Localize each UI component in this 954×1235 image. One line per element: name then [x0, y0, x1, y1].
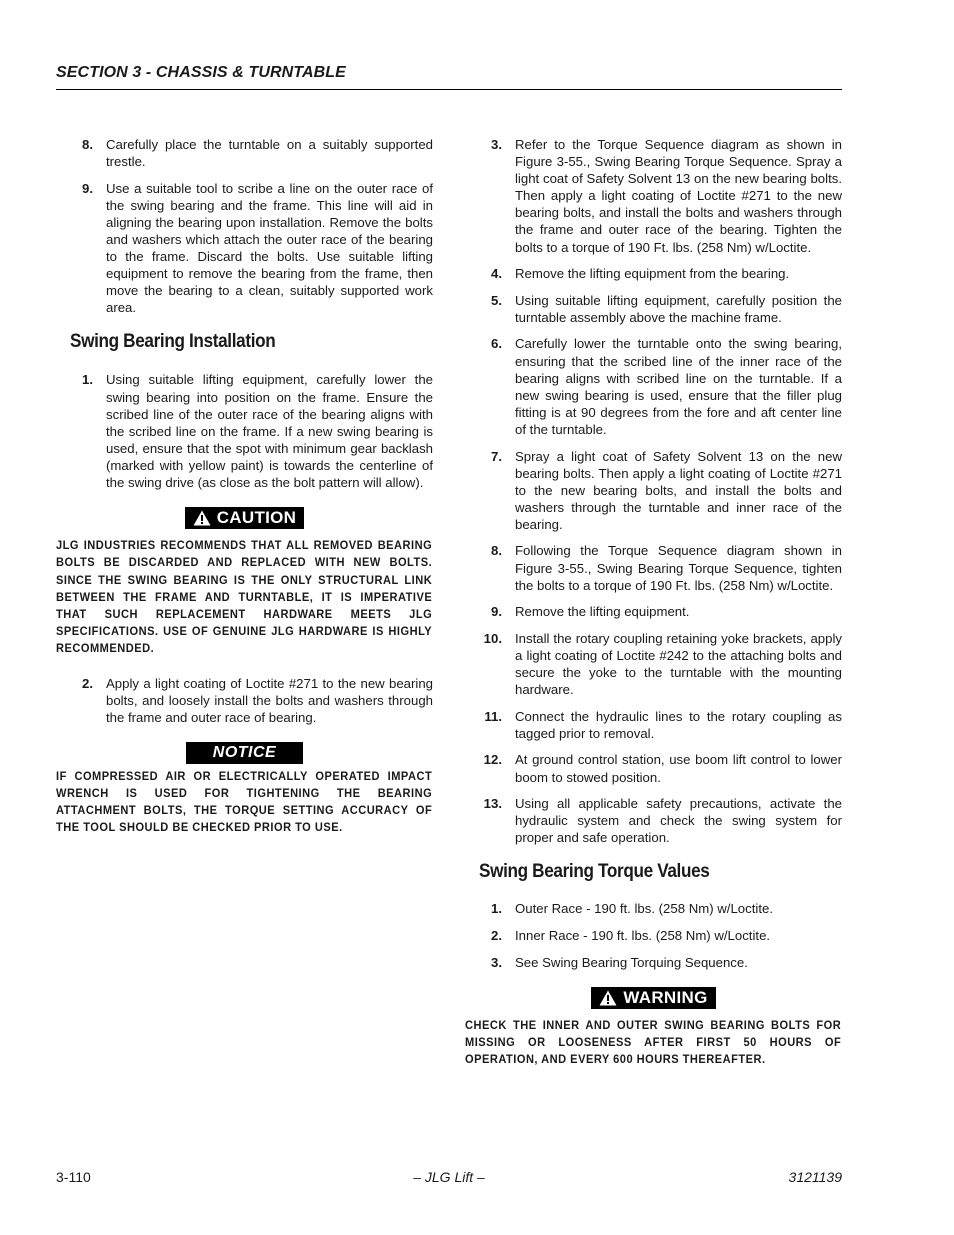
- warning-label: WARNING: [623, 987, 708, 1007]
- step-number: 2.: [491, 927, 502, 943]
- step-3: [465, 136, 842, 256]
- step-text: Spray a light coat of Safety Solvent 13 on the new bearing bolts. Then apply a light coating of Loctite #271 to the new bearing bolts, and install the bolts and washers through the turntable and inner race of the bearing.: [515, 448, 842, 532]
- step-text: At ground control station, use boom lift control to lower boom to stowed position.: [515, 752, 842, 785]
- step-text: Outer Race - 190 ft. lbs. (258 Nm) w/Loctite.: [515, 901, 773, 917]
- step-10: [465, 630, 842, 698]
- step-text: Using all applicable safety precautions, activate the hydraulic system and check the swing system for proper and safe operation.: [515, 796, 842, 846]
- step-number: 9.: [82, 180, 93, 196]
- step-11: [465, 708, 842, 742]
- notice-text: IF COMPRESSED AIR OR ELECTRICALLY OPERATED IMPACT WRENCH IS USED FOR TIGHTENING THE BEARING ATTACHMENT BOLTS, THE TORQUE SETTING ACCURACY OF THE TOOL SHOULD BE CHECKED PRIOR TO USE.: [56, 768, 433, 835]
- step-number: 6.: [491, 336, 502, 352]
- step-number: 4.: [491, 266, 502, 282]
- step-number: 8.: [491, 543, 502, 559]
- step-text: Refer to the Torque Sequence diagram as shown in Figure 3-55., Swing Bearing Torque Sequence. Spray a light coat of Safety Solvent 13 on the new bearing bolts. Then apply a light coating of Loctite #271 to the new bearing bolts, and install the bolts and washers through the frame and outer race of the bearing. Tighten the bolts to a torque of 190 Ft. lbs. (258 Nm) w/Loctite.: [515, 137, 842, 255]
- step-5: [465, 292, 842, 326]
- step-number: 3.: [491, 137, 502, 152]
- warning-triangle-icon: [599, 990, 617, 1006]
- step-text: Remove the lifting equipment from the bearing.: [515, 266, 790, 282]
- page-footer: [56, 1169, 842, 1189]
- step-7: [465, 448, 842, 533]
- step-text: Connect the hydraulic lines to the rotary coupling as tagged prior to removal.: [515, 708, 842, 741]
- step-text: Following the Torque Sequence diagram shown in Figure 3-55., Swing Bearing Torque Sequence, tighten the bolts to a torque of 190 Ft. lbs. (258 Nm) w/Loctite.: [515, 543, 842, 593]
- step-text: See Swing Bearing Torquing Sequence.: [515, 954, 748, 970]
- torque-step-3: [465, 954, 842, 971]
- step-13: [465, 795, 842, 846]
- step-number: 5.: [491, 292, 502, 308]
- step-number: 13.: [483, 796, 502, 812]
- left-column: [56, 136, 433, 837]
- step-9-left: [56, 180, 433, 317]
- step-9: [465, 603, 842, 620]
- section-header: [56, 64, 842, 90]
- step-text: Apply a light coating of Loctite #271 to the new bearing bolts, and loosely install the bolts and washers through the frame and outer race of bearing.: [106, 675, 433, 725]
- page-number: 3-110: [56, 1169, 91, 1185]
- step-text: Carefully lower the turntable onto the swing bearing, ensuring that the scribed line of the inner race of the bearing aligns with scribed line on the turntable. If a new swing bearing is used, ensure that the filler plug fitting is at 90 degrees from the fore and aft center line of the turntable.: [515, 336, 842, 437]
- right-column: [465, 136, 842, 1068]
- step-text: Using suitable lifting equipment, carefully lower the swing bearing into position on the frame. Ensure the scribed line of the outer race of the bearing aligns with the scribed line on the frame. If a new swing bearing is used, ensure that the spot with minimum gear backlash (marked with yellow paint) is towards the centerline of the swing drive (as close as the bolt pattern will allow).: [106, 372, 433, 490]
- notice-badge-wrap: [56, 742, 433, 764]
- step-6: [465, 335, 842, 438]
- step-12: [465, 751, 842, 785]
- step-2-installation: [56, 675, 433, 726]
- caution-text: JLG INDUSTRIES RECOMMENDS THAT ALL REMOVED BEARING BOLTS BE DISCARDED AND REPLACED WITH NEW BOLTS. SINCE THE SWING BEARING IS THE ONLY STRUCTURAL LINK BETWEEN THE FRAME AND TURNTABLE, IT IS IMPERATIVE THAT SUCH REPLACEMENT HARDWARE MEETS JLG SPECIFICATIONS. USE OF GENUINE JLG HARDWARE IS HIGHLY RECOMMENDED.: [56, 538, 433, 656]
- step-number: 2.: [82, 675, 93, 691]
- torque-step-2: [465, 927, 842, 944]
- step-number: 9.: [491, 604, 502, 620]
- section-title: SECTION 3 - CHASSIS & TURNTABLE: [56, 64, 346, 81]
- step-text: Install the rotary coupling retaining yoke brackets, apply a light coating of Loctite #242 to the attaching bolts and secure the yoke to the turntable with the mounting hardware.: [515, 630, 842, 698]
- warning-triangle-icon: [193, 510, 211, 526]
- warning-badge: [591, 987, 715, 1009]
- step-number: 10.: [483, 630, 502, 646]
- step-number: 7.: [491, 448, 502, 464]
- caution-label: CAUTION: [216, 508, 297, 528]
- step-number: 11.: [484, 708, 502, 724]
- step-text: Use a suitable tool to scribe a line on the outer race of the swing bearing and the frame. This line will aid in aligning the bearing upon installation. Remove the bolts and washers which attach the outer race of the bearing to the frame. Discard the bolts. Use suitable lifting equipment to remove the bearing from the frame, then move the bearing to a clean, suitably supported work area.: [106, 180, 433, 316]
- step-text: Inner Race - 190 ft. lbs. (258 Nm) w/Loctite.: [515, 927, 771, 943]
- heading-swing-bearing-torque-values: Swing Bearing Torque Values: [479, 860, 710, 883]
- step-text: Remove the lifting equipment.: [515, 604, 690, 620]
- step-number: 8.: [82, 137, 93, 152]
- torque-step-1: [465, 900, 842, 917]
- step-4: [465, 265, 842, 282]
- document-number: 3121139: [788, 1169, 842, 1185]
- step-text: Using suitable lifting equipment, carefully position the turntable assembly above the machine frame.: [515, 292, 842, 325]
- step-8: [465, 542, 842, 593]
- step-1-installation: [56, 371, 433, 491]
- heading-swing-bearing-installation: Swing Bearing Installation: [70, 330, 276, 353]
- warning-badge-wrap: [465, 987, 842, 1011]
- step-number: 12.: [483, 752, 502, 768]
- step-text: Carefully place the turntable on a suitably supported trestle.: [106, 137, 433, 170]
- caution-badge-wrap: [56, 507, 433, 531]
- caution-badge: [185, 507, 305, 529]
- footer-center: – JLG Lift –: [413, 1169, 485, 1185]
- step-number: 1.: [491, 901, 502, 917]
- step-number: 1.: [82, 372, 93, 388]
- warning-text: CHECK THE INNER AND OUTER SWING BEARING BOLTS FOR MISSING OR LOOSENESS AFTER FIRST 50 HOURS OF OPERATION, AND EVERY 600 HOURS THEREAFTER.: [465, 1017, 842, 1067]
- step-number: 3.: [491, 954, 502, 970]
- step-8-left: [56, 136, 433, 170]
- notice-badge: NOTICE: [186, 742, 303, 764]
